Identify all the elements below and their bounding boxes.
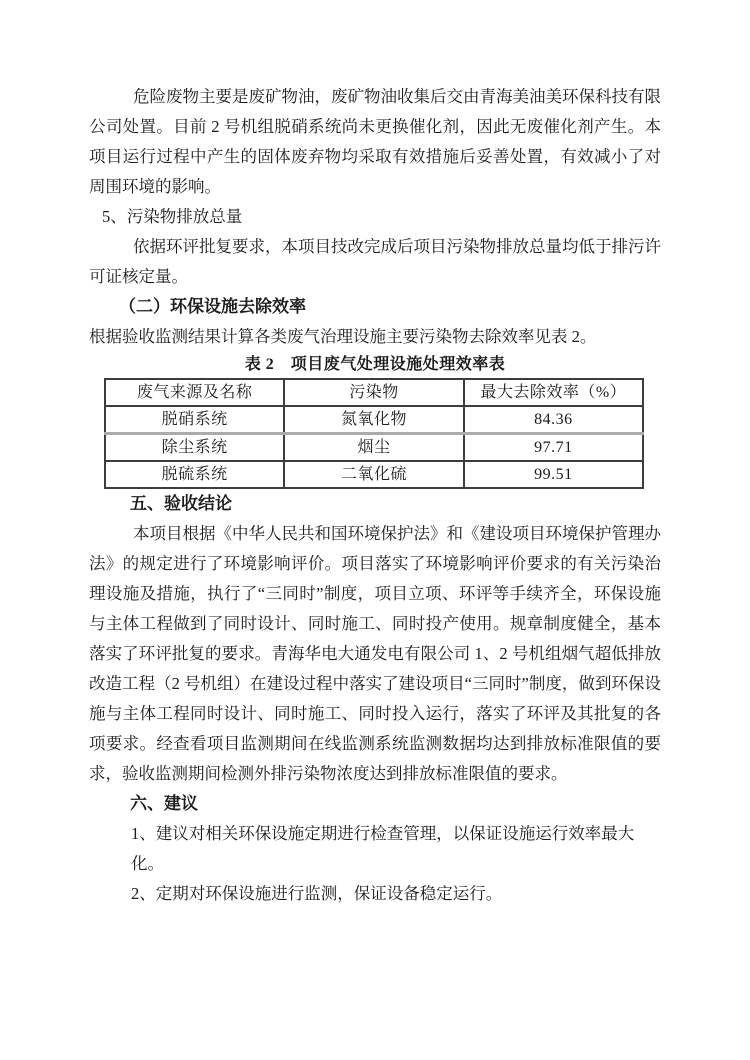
suggestion-item-2: 2、定期对环保设施进行监测，保证设备稳定运行。 xyxy=(131,884,503,903)
table-header-row xyxy=(105,379,643,406)
suggestion-item-1: 1、建议对相关环保设施定期进行检查管理，以保证设施运行效率最大化。 xyxy=(131,824,635,873)
document-content xyxy=(89,82,661,909)
table-cell-efficiency: 99.51 xyxy=(464,461,643,488)
heading-removal-efficiency: （二）环保设施去除效率 xyxy=(119,297,306,316)
paragraph-emission-total: 依据环评批复要求，本项目技改完成后项目污染物排放总量均低于排污许可证核定量。 xyxy=(89,237,661,286)
table-cell-source: 脱硫系统 xyxy=(105,461,284,488)
heading-pollutant-total: 5、污染物排放总量 xyxy=(102,207,243,226)
table-cell-efficiency: 84.36 xyxy=(464,406,643,434)
table-cell-pollutant: 烟尘 xyxy=(284,434,463,462)
heading-conclusion: 五、验收结论 xyxy=(130,494,232,513)
table-title: 表 2 项目废气处理设施处理效率表 xyxy=(244,356,506,373)
table-header-pollutant: 污染物 xyxy=(284,379,463,406)
paragraph-table-intro: 根据验收监测结果计算各类废气治理设施主要污染物去除效率见表 2。 xyxy=(89,327,597,346)
paragraph-conclusion: 本项目根据《中华人民共和国环境保护法》和《建设项目环境保护管理办法》的规定进行了环境影响评价。项目落实了环境影响评价要求的有关污染治理设施及措施，执行了“三同时”制度，项目立项、环评等手续齐全，环保设施与主体工程做到了同时设计、同时施工、同时投产使用。规章制度健全，基本落实了环评批复的要求。青海华电大通发电有限公司 1、2 号机组烟气超低排放改造工程（2 号机组）在建设过程中落实了建设项目“三同时”制度，做到环保设施与主体工程同时设计、同时施工、同时投入运行，落实了环评及其批复的各项要求。经查看项目监测期间在线监测系统监测数据均达到排放标准限值的要求，验收监测期间检测外排污染物浓度达到排放标准限值的要求。 xyxy=(89,524,661,783)
paragraph-solid-waste: 危险废物主要是废矿物油，废矿物油收集后交由青海美油美环保科技有限公司处置。目前 2 号机组脱硝系统尚未更换催化剂，因此无废催化剂产生。本项目运行过程中产生的固体废弃物均采取有效措施后妥善处置，有效减小了对周围环境的影响。 xyxy=(89,87,661,196)
table-cell-pollutant: 氮氧化物 xyxy=(284,406,463,434)
table-row-desulfurization xyxy=(105,461,643,488)
table-header-source: 废气来源及名称 xyxy=(105,379,284,406)
table-row-denitration xyxy=(105,406,643,434)
table-cell-source: 脱硝系统 xyxy=(105,406,284,434)
table-row-dedusting xyxy=(105,434,643,462)
table-cell-efficiency: 97.71 xyxy=(464,434,643,462)
table-header-efficiency: 最大去除效率（%） xyxy=(464,379,643,406)
table-cell-pollutant: 二氧化硫 xyxy=(284,461,463,488)
efficiency-table xyxy=(104,378,644,489)
table-cell-source: 除尘系统 xyxy=(105,434,284,462)
heading-suggestion: 六、建议 xyxy=(130,794,198,813)
